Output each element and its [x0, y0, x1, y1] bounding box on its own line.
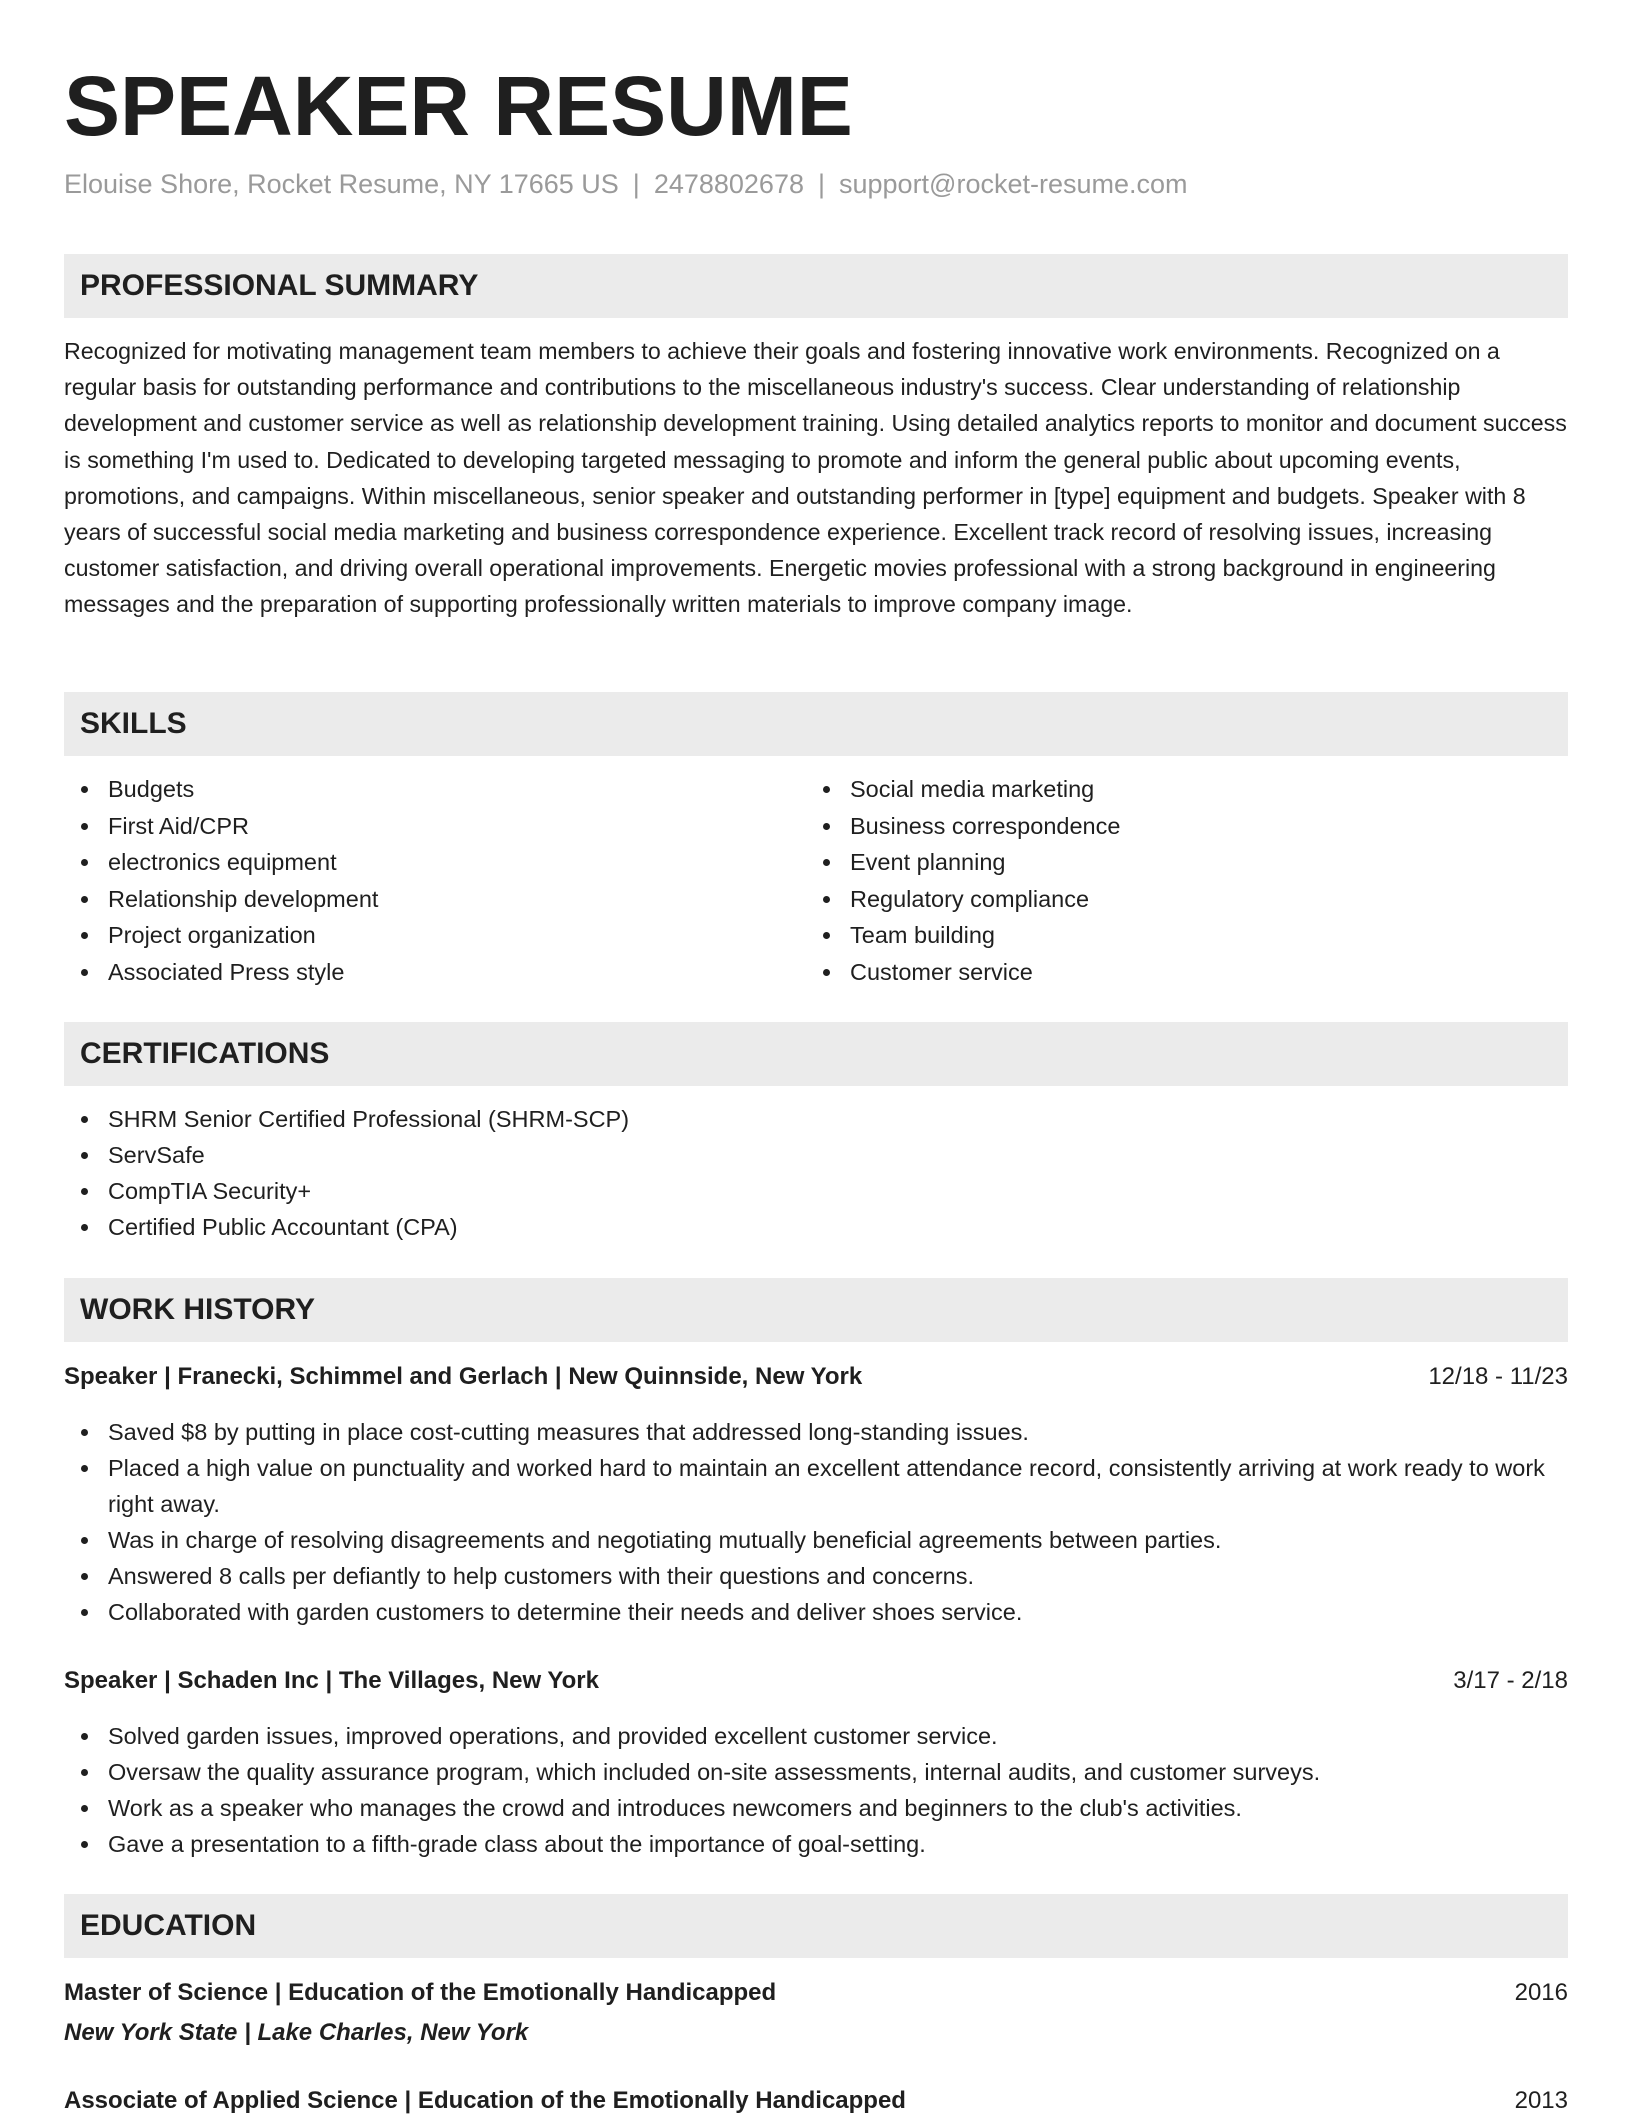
- section-heading: CERTIFICATIONS: [80, 1037, 330, 1070]
- job-dates: 3/17 - 2/18: [1453, 1667, 1568, 1694]
- job-header: [64, 1661, 1568, 1701]
- job-bullet: Answered 8 calls per defiantly to help customers with their questions and concerns.: [64, 1558, 1568, 1594]
- job-header: [64, 1357, 1568, 1397]
- job-bullet: Was in charge of resolving disagreements and negotiating mutually beneficial agreements between parties.: [64, 1522, 1568, 1558]
- contact-separator: |: [632, 169, 640, 199]
- job-bullet: Saved $8 by putting in place cost-cutting measures that addressed long-standing issues.: [64, 1414, 1568, 1450]
- job-bullet: Collaborated with garden customers to determine their needs and deliver shoes service.: [64, 1594, 1568, 1630]
- skill-item: Customer service: [806, 954, 1506, 991]
- skill-item: Social media marketing: [806, 771, 1506, 808]
- skill-item: Regulatory compliance: [806, 881, 1506, 918]
- skill-item: Team building: [806, 917, 1506, 954]
- certification-item: Certified Public Accountant (CPA): [64, 1209, 1568, 1245]
- certification-item: ServSafe: [64, 1137, 1568, 1173]
- section-heading: SKILLS: [80, 707, 187, 740]
- skill-item: Relationship development: [64, 881, 764, 918]
- section-professional-summary: [64, 254, 1568, 318]
- resume-title: SPEAKER RESUME: [64, 59, 853, 153]
- education-year: 2016: [1514, 1979, 1568, 2006]
- certification-item: CompTIA Security+: [64, 1173, 1568, 1209]
- job-dates: 12/18 - 11/23: [1428, 1363, 1568, 1390]
- section-heading: PROFESSIONAL SUMMARY: [80, 269, 479, 302]
- contact-address: Elouise Shore, Rocket Resume, NY 17665 US: [64, 169, 619, 199]
- skills-list-right: [806, 771, 1506, 990]
- job-bullet-list: [64, 1414, 1568, 1630]
- skill-item: Associated Press style: [64, 954, 764, 991]
- contact-line: [64, 166, 1188, 202]
- job-bullet: Placed a high value on punctuality and worked hard to maintain an excellent attendance record, consistently arriving at work ready to work right away.: [64, 1450, 1568, 1522]
- job-bullet: Gave a presentation to a fifth-grade class about the importance of goal-setting.: [64, 1826, 1568, 1862]
- section-heading: WORK HISTORY: [80, 1293, 316, 1326]
- job-bullet: Solved garden issues, improved operations, and provided excellent customer service.: [64, 1718, 1568, 1754]
- section-work-history: [64, 1278, 1568, 1342]
- education-degree: Master of Science | Education of the Emotionally Handicapped: [64, 1979, 777, 2006]
- skill-item: Event planning: [806, 844, 1506, 881]
- job-bullet-list: [64, 1718, 1568, 1862]
- summary-text: Recognized for motivating management team members to achieve their goals and fostering innovative work environments. Recognized on a regular basis for outstanding performance and contributions to the miscellaneous industry's success. Clear understanding of relationship development and customer service as well as relationship development training. Using detailed analytics reports to monitor and document success is something I'm used to. Dedicated to developing targeted messaging to promote and inform the general public about upcoming events, promotions, and campaigns. Within miscellaneous, senior speaker and outstanding performer in [type] equipment and budgets. Speaker with 8 years of successful social media marketing and business correspondence experience. Excellent track record of resolving issues, increasing customer satisfaction, and driving overall operational improvements. Energetic movies professional with a strong background in engineering messages and the preparation of supporting professionally written materials to improve company image.: [64, 338, 1567, 618]
- skills-list-left: [64, 771, 764, 990]
- education-degree: Associate of Applied Science | Education of the Emotionally Handicapped: [64, 2087, 906, 2114]
- education-header: [64, 1973, 1568, 2013]
- certifications-list: [64, 1101, 1568, 1245]
- job-bullet: Oversaw the quality assurance program, which included on-site assessments, internal audits, and customer surveys.: [64, 1754, 1568, 1790]
- education-year: 2013: [1514, 2087, 1568, 2114]
- job-bullet: Work as a speaker who manages the crowd and introduces newcomers and beginners to the club's activities.: [64, 1790, 1568, 1826]
- section-education: [64, 1894, 1568, 1958]
- education-school: New York State | Lake Charles, New York: [64, 2019, 529, 2046]
- section-certifications: [64, 1022, 1568, 1086]
- job-title: Speaker | Schaden Inc | The Villages, New York: [64, 1667, 599, 1694]
- section-heading: EDUCATION: [80, 1909, 257, 1942]
- skill-item: Project organization: [64, 917, 764, 954]
- education-header: [64, 2081, 1568, 2121]
- contact-email: support@rocket-resume.com: [839, 169, 1188, 199]
- skill-item: First Aid/CPR: [64, 808, 764, 845]
- skill-item: electronics equipment: [64, 844, 764, 881]
- section-skills: [64, 692, 1568, 756]
- job-title: Speaker | Franecki, Schimmel and Gerlach | New Quinnside, New York: [64, 1363, 863, 1390]
- skill-item: Business correspondence: [806, 808, 1506, 845]
- contact-phone: 2478802678: [653, 169, 804, 199]
- skill-item: Budgets: [64, 771, 764, 808]
- certification-item: SHRM Senior Certified Professional (SHRM-SCP): [64, 1101, 1568, 1137]
- contact-separator: |: [817, 169, 825, 199]
